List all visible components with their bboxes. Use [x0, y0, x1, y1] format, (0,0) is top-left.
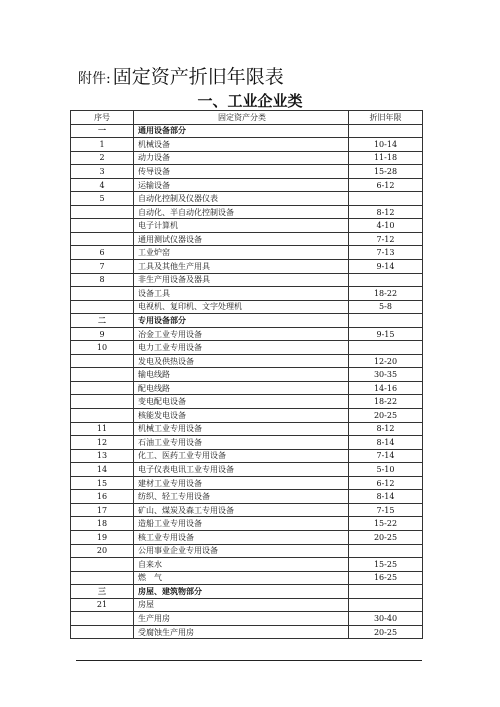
row-asset-category: 自动化、半自动化控制设备	[134, 205, 349, 219]
row-depreciation-years	[349, 585, 423, 599]
table-row	[71, 558, 423, 572]
table-row	[71, 314, 423, 328]
row-asset-category: 公用事业企业专用设备	[134, 544, 349, 558]
row-asset-category: 生产用房	[134, 612, 349, 626]
row-asset-category: 工具及其他生产用具	[134, 260, 349, 274]
header-depreciation-years: 折旧年限	[349, 111, 423, 125]
table-row	[71, 422, 423, 436]
row-depreciation-years: 8-12	[349, 205, 423, 219]
row-depreciation-years: 4-10	[349, 219, 423, 233]
table-row	[71, 138, 423, 152]
row-asset-category: 机械工业专用设备	[134, 422, 349, 436]
row-serial-number: 6	[71, 246, 134, 260]
row-asset-category: 石油工业专用设备	[134, 436, 349, 450]
table-row	[71, 612, 423, 626]
row-serial-number	[71, 571, 134, 585]
row-serial-number: 17	[71, 503, 134, 517]
row-asset-category: 电子仪表电讯工业专用设备	[134, 463, 349, 477]
row-depreciation-years: 7-14	[349, 449, 423, 463]
row-depreciation-years	[349, 273, 423, 287]
table-row	[71, 409, 423, 423]
row-asset-category: 机械设备	[134, 138, 349, 152]
row-depreciation-years: 14-16	[349, 381, 423, 395]
table-row	[71, 260, 423, 274]
row-serial-number	[71, 287, 134, 301]
row-depreciation-years: 16-25	[349, 571, 423, 585]
row-asset-category: 设备工具	[134, 287, 349, 301]
row-depreciation-years: 18-22	[349, 395, 423, 409]
row-depreciation-years: 10-14	[349, 138, 423, 152]
depreciation-table	[70, 110, 423, 639]
row-serial-number	[71, 205, 134, 219]
row-asset-category: 自动化控制及仪器仪表	[134, 192, 349, 206]
row-serial-number: 18	[71, 517, 134, 531]
row-serial-number	[71, 395, 134, 409]
row-serial-number: 14	[71, 463, 134, 477]
row-depreciation-years: 15-22	[349, 517, 423, 531]
table-row	[71, 341, 423, 355]
row-asset-category: 矿山、煤炭及森工专用设备	[134, 503, 349, 517]
row-asset-category: 核工业专用设备	[134, 530, 349, 544]
row-asset-category: 专用设备部分	[134, 314, 349, 328]
table-row	[71, 517, 423, 531]
row-asset-category: 房屋	[134, 598, 349, 612]
row-depreciation-years	[349, 192, 423, 206]
table-row	[71, 246, 423, 260]
row-asset-category: 核能发电设备	[134, 409, 349, 423]
row-serial-number	[71, 409, 134, 423]
row-asset-category: 工业炉窑	[134, 246, 349, 260]
row-asset-category: 受腐蚀生产用房	[134, 625, 349, 639]
table-row	[71, 530, 423, 544]
table-row	[71, 219, 423, 233]
row-serial-number: 10	[71, 341, 134, 355]
row-serial-number	[71, 558, 134, 572]
row-depreciation-years: 11-18	[349, 151, 423, 165]
row-depreciation-years: 9-15	[349, 327, 423, 341]
row-depreciation-years: 8-14	[349, 490, 423, 504]
table-row	[71, 368, 423, 382]
row-asset-category: 通用设备部分	[134, 124, 349, 138]
row-serial-number	[71, 300, 134, 314]
header-serial-number: 序号	[71, 111, 134, 125]
table-row	[71, 124, 423, 138]
row-depreciation-years: 6-12	[349, 476, 423, 490]
table-row	[71, 327, 423, 341]
row-depreciation-years: 8-12	[349, 422, 423, 436]
row-serial-number	[71, 381, 134, 395]
table-row	[71, 585, 423, 599]
attachment-prefix: 附件:	[78, 71, 111, 87]
row-depreciation-years: 5-10	[349, 463, 423, 477]
table-row	[71, 192, 423, 206]
row-depreciation-years: 18-22	[349, 287, 423, 301]
row-serial-number: 8	[71, 273, 134, 287]
row-depreciation-years	[349, 598, 423, 612]
table-row	[71, 490, 423, 504]
row-depreciation-years: 5-8	[349, 300, 423, 314]
row-depreciation-years	[349, 124, 423, 138]
table-row	[71, 165, 423, 179]
table-row	[71, 205, 423, 219]
row-serial-number: 三	[71, 585, 134, 599]
row-asset-category: 房屋、建筑物部分	[134, 585, 349, 599]
row-asset-category: 电视机、复印机、文字处理机	[134, 300, 349, 314]
row-depreciation-years: 15-28	[349, 165, 423, 179]
row-serial-number: 21	[71, 598, 134, 612]
row-depreciation-years: 6-12	[349, 178, 423, 192]
row-depreciation-years: 30-35	[349, 368, 423, 382]
row-serial-number: 13	[71, 449, 134, 463]
row-serial-number: 9	[71, 327, 134, 341]
row-serial-number	[71, 354, 134, 368]
row-serial-number	[71, 368, 134, 382]
row-serial-number: 16	[71, 490, 134, 504]
table-row	[71, 395, 423, 409]
table-row	[71, 354, 423, 368]
row-asset-category: 电子计算机	[134, 219, 349, 233]
row-depreciation-years: 30-40	[349, 612, 423, 626]
table-row	[71, 449, 423, 463]
table-row	[71, 503, 423, 517]
row-asset-category: 电力工业专用设备	[134, 341, 349, 355]
row-serial-number: 20	[71, 544, 134, 558]
row-depreciation-years: 7-13	[349, 246, 423, 260]
row-depreciation-years	[349, 314, 423, 328]
row-serial-number	[71, 612, 134, 626]
row-serial-number: 19	[71, 530, 134, 544]
table-row	[71, 178, 423, 192]
row-serial-number: 11	[71, 422, 134, 436]
row-asset-category: 非生产用设备及器具	[134, 273, 349, 287]
table-row	[71, 300, 423, 314]
row-asset-category: 传导设备	[134, 165, 349, 179]
row-serial-number: 15	[71, 476, 134, 490]
row-asset-category: 燃 气	[134, 571, 349, 585]
row-depreciation-years: 8-14	[349, 436, 423, 450]
row-depreciation-years: 20-25	[349, 625, 423, 639]
table-row	[71, 571, 423, 585]
row-depreciation-years	[349, 341, 423, 355]
footer-divider	[76, 660, 422, 661]
table-header-row	[71, 111, 423, 125]
page-title	[78, 62, 284, 89]
section-heading: 一、工业企业类	[197, 92, 303, 110]
row-depreciation-years	[349, 544, 423, 558]
header-asset-category: 固定资产分类	[134, 111, 349, 125]
table-row	[71, 625, 423, 639]
row-asset-category: 发电及供热设备	[134, 354, 349, 368]
table-row	[71, 232, 423, 246]
row-depreciation-years: 7-15	[349, 503, 423, 517]
table-row	[71, 151, 423, 165]
table-row	[71, 544, 423, 558]
table-row	[71, 381, 423, 395]
table-row	[71, 476, 423, 490]
row-asset-category: 纺织、轻工专用设备	[134, 490, 349, 504]
row-depreciation-years: 12-20	[349, 354, 423, 368]
row-asset-category: 化工、医药工业专用设备	[134, 449, 349, 463]
row-serial-number: 12	[71, 436, 134, 450]
row-serial-number: 3	[71, 165, 134, 179]
row-depreciation-years: 20-25	[349, 530, 423, 544]
document-title: 固定资产折旧年限表	[112, 66, 284, 88]
row-serial-number	[71, 625, 134, 639]
row-depreciation-years: 7-12	[349, 232, 423, 246]
row-asset-category: 配电线路	[134, 381, 349, 395]
row-serial-number: 2	[71, 151, 134, 165]
table-row	[71, 436, 423, 450]
row-asset-category: 冶金工业专用设备	[134, 327, 349, 341]
row-serial-number: 1	[71, 138, 134, 152]
row-asset-category: 自来水	[134, 558, 349, 572]
row-serial-number	[71, 219, 134, 233]
row-serial-number	[71, 232, 134, 246]
row-asset-category: 变电配电设备	[134, 395, 349, 409]
table-row	[71, 598, 423, 612]
row-asset-category: 通用测试仪器设备	[134, 232, 349, 246]
row-asset-category: 造船工业专用设备	[134, 517, 349, 531]
row-serial-number: 5	[71, 192, 134, 206]
row-depreciation-years: 9-14	[349, 260, 423, 274]
row-serial-number: 4	[71, 178, 134, 192]
row-asset-category: 建材工业专用设备	[134, 476, 349, 490]
row-serial-number: 二	[71, 314, 134, 328]
row-asset-category: 动力设备	[134, 151, 349, 165]
table-row	[71, 287, 423, 301]
row-asset-category: 输电线路	[134, 368, 349, 382]
row-serial-number: 一	[71, 124, 134, 138]
table-row	[71, 463, 423, 477]
row-depreciation-years: 15-25	[349, 558, 423, 572]
row-serial-number: 7	[71, 260, 134, 274]
table-row	[71, 273, 423, 287]
table-body	[71, 124, 423, 639]
row-asset-category: 运输设备	[134, 178, 349, 192]
row-depreciation-years: 20-25	[349, 409, 423, 423]
